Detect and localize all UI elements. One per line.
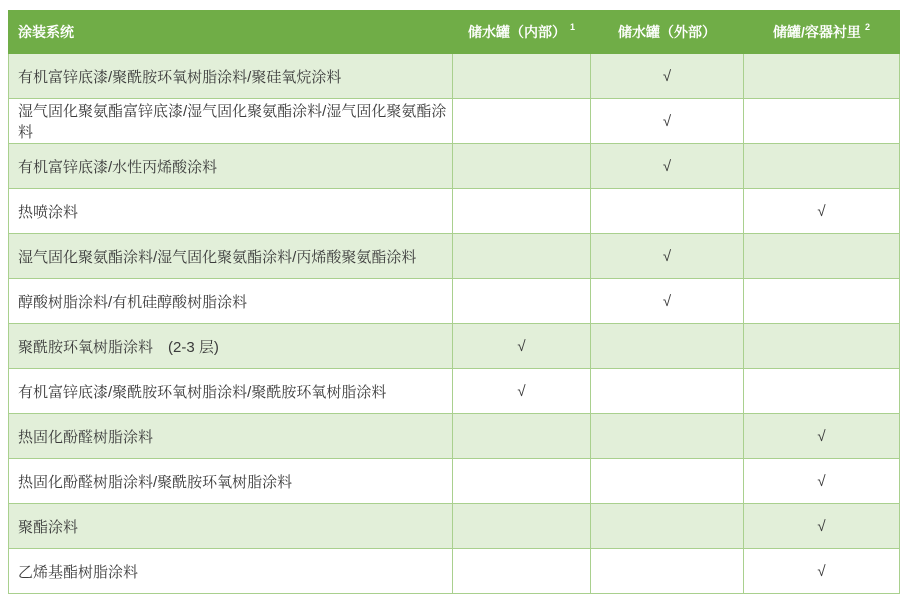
- coating-system-cell: 有机富锌底漆/水性丙烯酸涂料: [9, 144, 453, 189]
- tank-interior-check-cell: [453, 279, 591, 324]
- coating-systems-table: [8, 10, 900, 594]
- tank-interior-check-cell: [453, 99, 591, 144]
- tank-lining-check-cell: [744, 99, 900, 144]
- tank-exterior-check-cell: √: [591, 144, 744, 189]
- table-row: [9, 279, 900, 324]
- tank-exterior-check-cell: [591, 414, 744, 459]
- footnote-marker-2: 2: [864, 22, 870, 33]
- header-tank-lining: [744, 11, 900, 54]
- table-row: [9, 99, 900, 144]
- tank-lining-check-cell: √: [744, 189, 900, 234]
- tank-interior-check-cell: √: [453, 369, 591, 414]
- tank-exterior-check-cell: √: [591, 279, 744, 324]
- table-row: [9, 369, 900, 414]
- tank-interior-check-cell: [453, 549, 591, 594]
- tank-interior-check-cell: [453, 234, 591, 279]
- header-tank-interior: [453, 11, 591, 54]
- table-row: [9, 324, 900, 369]
- tank-lining-check-cell: [744, 144, 900, 189]
- coating-system-cell: 乙烯基酯树脂涂料: [9, 549, 453, 594]
- tank-interior-check-cell: [453, 414, 591, 459]
- tank-lining-check-cell: [744, 234, 900, 279]
- tank-exterior-check-cell: √: [591, 54, 744, 99]
- tank-lining-check-cell: [744, 324, 900, 369]
- table-row: [9, 414, 900, 459]
- coating-system-cell: 湿气固化聚氨酯富锌底漆/湿气固化聚氨酯涂料/湿气固化聚氨酯涂料: [9, 99, 453, 144]
- coating-system-cell: 聚酰胺环氧树脂涂料 (2-3 层): [9, 324, 453, 369]
- table-header: [9, 11, 900, 54]
- table-row: [9, 549, 900, 594]
- table-row: [9, 54, 900, 99]
- tank-interior-check-cell: [453, 459, 591, 504]
- tank-exterior-check-cell: √: [591, 99, 744, 144]
- header-tank-interior-label: 储水罐（内部）: [467, 24, 566, 40]
- coating-system-cell: 有机富锌底漆/聚酰胺环氧树脂涂料/聚酰胺环氧树脂涂料: [9, 369, 453, 414]
- coating-table-container: [8, 10, 900, 594]
- tank-exterior-check-cell: [591, 189, 744, 234]
- table-row: [9, 234, 900, 279]
- tank-exterior-check-cell: [591, 369, 744, 414]
- table-row: [9, 144, 900, 189]
- table-row: [9, 504, 900, 549]
- header-tank-exterior: [591, 11, 744, 54]
- coating-system-cell: 热固化酚醛树脂涂料/聚酰胺环氧树脂涂料: [9, 459, 453, 504]
- tank-exterior-check-cell: [591, 504, 744, 549]
- tank-interior-check-cell: [453, 54, 591, 99]
- tank-lining-check-cell: [744, 279, 900, 324]
- coating-system-cell: 有机富锌底漆/聚酰胺环氧树脂涂料/聚硅氧烷涂料: [9, 54, 453, 99]
- tank-lining-check-cell: √: [744, 549, 900, 594]
- tank-exterior-check-cell: √: [591, 234, 744, 279]
- table-body: [9, 54, 900, 594]
- tank-interior-check-cell: √: [453, 324, 591, 369]
- tank-lining-check-cell: √: [744, 504, 900, 549]
- header-coating-system-label: 涂装系统: [18, 24, 74, 40]
- header-coating-system: [9, 11, 453, 54]
- tank-lining-check-cell: √: [744, 414, 900, 459]
- tank-lining-check-cell: [744, 54, 900, 99]
- tank-lining-check-cell: [744, 369, 900, 414]
- tank-exterior-check-cell: [591, 459, 744, 504]
- header-row: [9, 11, 900, 54]
- table-row: [9, 459, 900, 504]
- footnote-marker-1: 1: [569, 22, 575, 33]
- table-row: [9, 189, 900, 234]
- coating-system-cell: 湿气固化聚氨酯涂料/湿气固化聚氨酯涂料/丙烯酸聚氨酯涂料: [9, 234, 453, 279]
- header-tank-exterior-label: 储水罐（外部）: [618, 24, 716, 40]
- tank-interior-check-cell: [453, 144, 591, 189]
- coating-system-cell: 醇酸树脂涂料/有机硅醇酸树脂涂料: [9, 279, 453, 324]
- tank-interior-check-cell: [453, 504, 591, 549]
- header-tank-lining-label: 储罐/容器衬里: [773, 24, 861, 40]
- coating-system-cell: 聚酯涂料: [9, 504, 453, 549]
- tank-interior-check-cell: [453, 189, 591, 234]
- tank-lining-check-cell: √: [744, 459, 900, 504]
- coating-system-cell: 热固化酚醛树脂涂料: [9, 414, 453, 459]
- coating-system-cell: 热喷涂料: [9, 189, 453, 234]
- tank-exterior-check-cell: [591, 549, 744, 594]
- tank-exterior-check-cell: [591, 324, 744, 369]
